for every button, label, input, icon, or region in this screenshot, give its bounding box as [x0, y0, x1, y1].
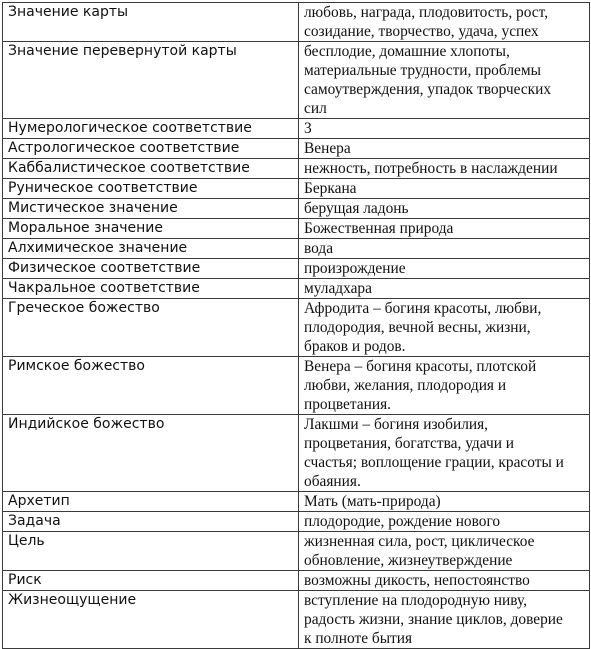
row-value: Лакшми – богиня изобилия, процветания, богатства, удачи и счастья; воплощение грации, красоты и обаяния.: [299, 415, 590, 492]
table-row: [3, 492, 590, 512]
row-label: Алхимическое значение: [3, 239, 299, 259]
correspondence-table: [2, 2, 590, 649]
table-row: [3, 532, 590, 571]
row-value: жизненная сила, рост, циклическое обновление, жизнеутверждение: [299, 532, 590, 571]
row-label: Архетип: [3, 492, 299, 512]
table-row: [3, 139, 590, 159]
row-label: Чакральное соответствие: [3, 279, 299, 299]
row-value: Мать (мать-природа): [299, 492, 590, 512]
table-row: [3, 357, 590, 415]
table-row: [3, 179, 590, 199]
row-value: Венера: [299, 139, 590, 159]
row-value: любовь, награда, плодовитость, рост, созидание, творчество, удача, успех: [299, 3, 590, 42]
row-label: Мистическое значение: [3, 199, 299, 219]
row-value: вода: [299, 239, 590, 259]
row-label: Греческое божество: [3, 299, 299, 357]
row-value: Божественная природа: [299, 219, 590, 239]
table-row: [3, 119, 590, 139]
row-label: Жизнеощущение: [3, 591, 299, 649]
table-row: [3, 199, 590, 219]
table-row: [3, 299, 590, 357]
row-value: бесплодие, домашние хлопоты, материальные трудности, проблемы самоутверждения, упадок творческих сил: [299, 42, 590, 119]
row-value: возможны дикость, непостоянство: [299, 571, 590, 591]
row-value: нежность, потребность в наслаждении: [299, 159, 590, 179]
row-label: Значение карты: [3, 3, 299, 42]
row-value: 3: [299, 119, 590, 139]
table-row: [3, 259, 590, 279]
row-label: Физическое соответствие: [3, 259, 299, 279]
table-row: [3, 279, 590, 299]
row-label: Цель: [3, 532, 299, 571]
table-row: [3, 42, 590, 119]
row-value: вступление на плодородную ниву, радость жизни, знание циклов, доверие к полноте бытия: [299, 591, 590, 649]
row-value: произрождение: [299, 259, 590, 279]
row-label: Моральное значение: [3, 219, 299, 239]
table-row: [3, 239, 590, 259]
row-label: Задача: [3, 512, 299, 532]
row-label: Индийское божество: [3, 415, 299, 492]
table-row: [3, 571, 590, 591]
table-row: [3, 415, 590, 492]
row-label: Римское божество: [3, 357, 299, 415]
row-label: Руническое соответствие: [3, 179, 299, 199]
row-value: Афродита – богиня красоты, любви, плодородия, вечной весны, жизни, браков и родов.: [299, 299, 590, 357]
row-value: берущая ладонь: [299, 199, 590, 219]
row-value: Беркана: [299, 179, 590, 199]
table-row: [3, 219, 590, 239]
row-value: плодородие, рождение нового: [299, 512, 590, 532]
row-value: Венера – богиня красоты, плотской любви, желания, плодородия и процветания.: [299, 357, 590, 415]
row-label: Значение перевернутой карты: [3, 42, 299, 119]
row-label: Риск: [3, 571, 299, 591]
table-row: [3, 3, 590, 42]
row-value: муладхара: [299, 279, 590, 299]
table-row: [3, 159, 590, 179]
table-row: [3, 512, 590, 532]
row-label: Астрологическое соответствие: [3, 139, 299, 159]
row-label: Нумерологическое соответствие: [3, 119, 299, 139]
table-row: [3, 591, 590, 649]
row-label: Каббалистическое соответствие: [3, 159, 299, 179]
